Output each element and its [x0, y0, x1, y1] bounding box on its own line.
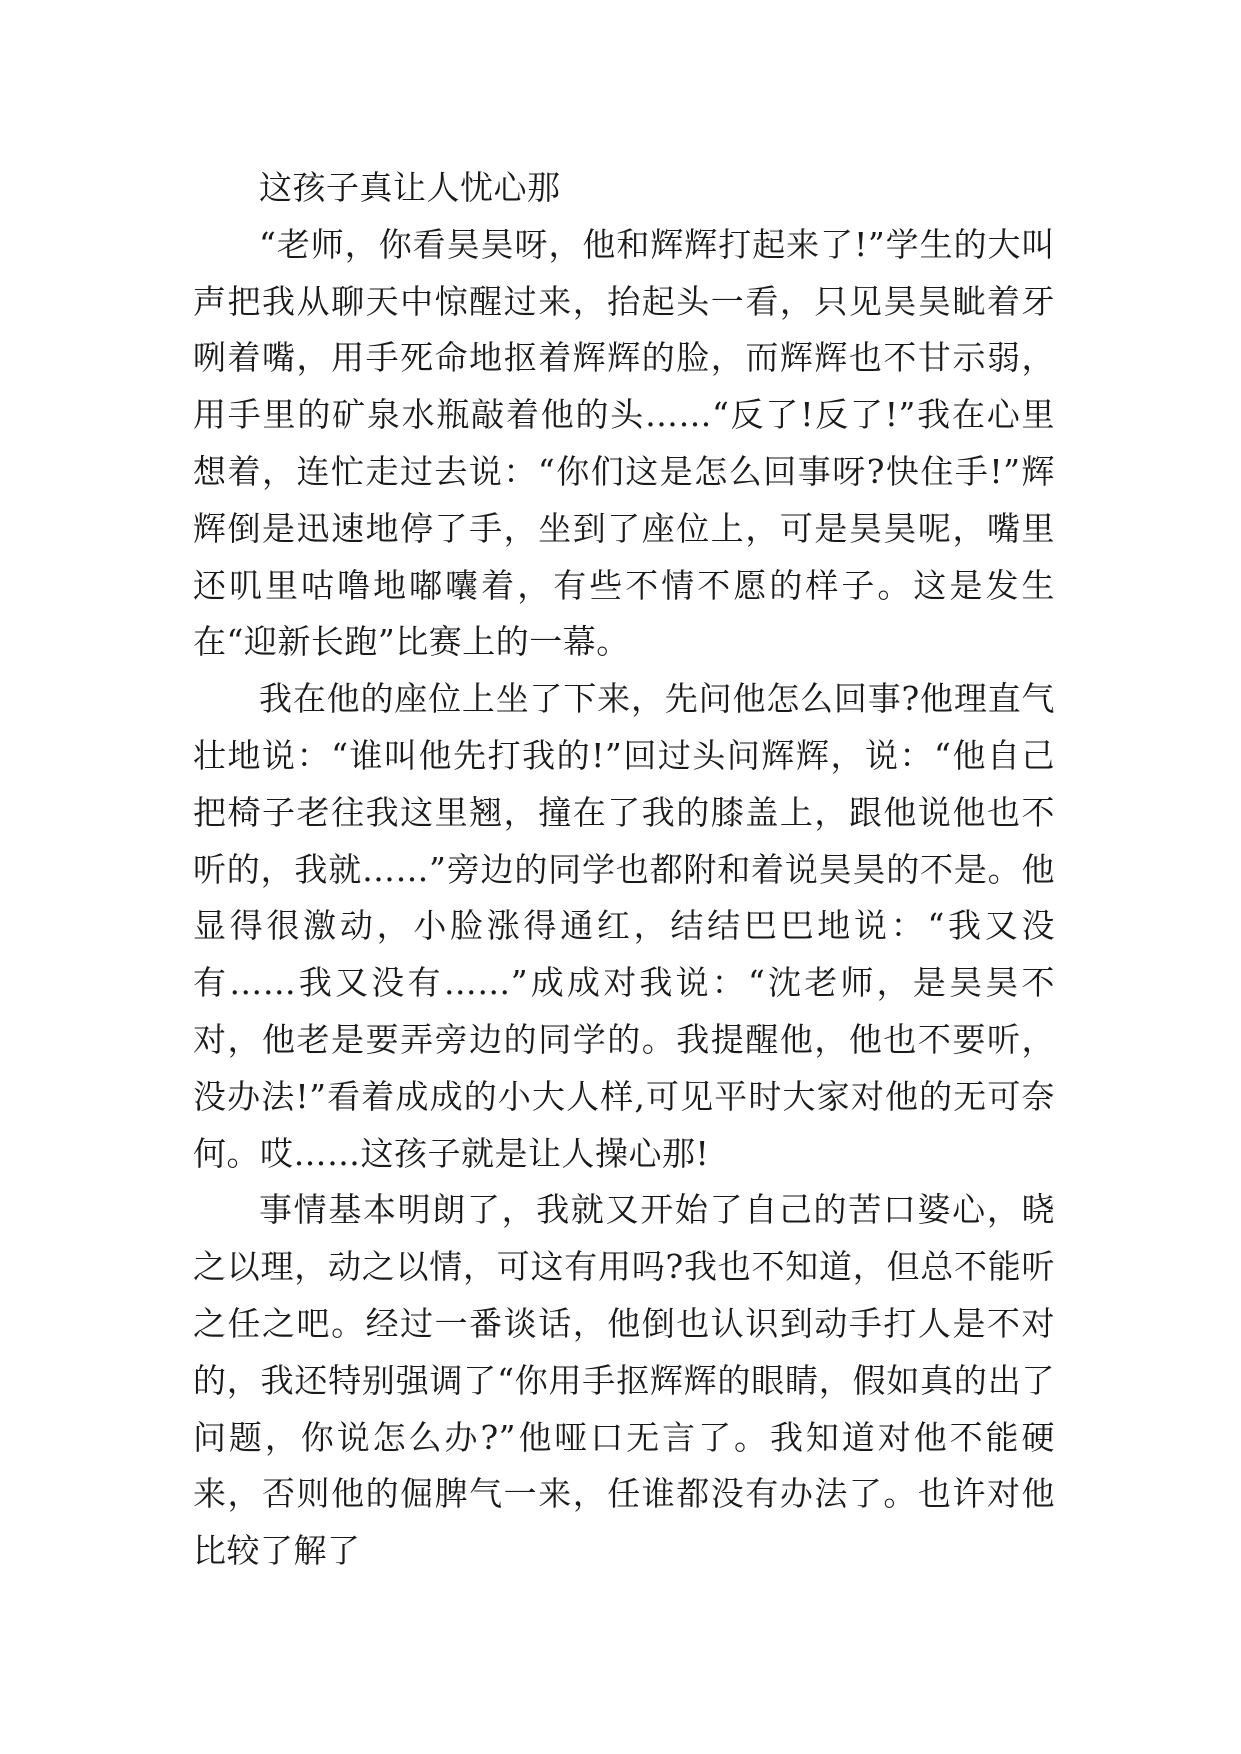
document-body	[193, 160, 1055, 1580]
paragraph-3: 事情基本明朗了，我就又开始了自己的苦口婆心，晓之以理，动之以情，可这有用吗?我也不知道，但总不能听之任之吧。经过一番谈话，他倒也认识到动手打人是不对的，我还特别强调了“你用手抠辉辉的眼睛，假如真的出了问题，你说怎么办?”他哑口无言了。我知道对他不能硬来，否则他的倔脾气一来，任谁都没有办法了。也许对他比较了解了	[193, 1190, 1055, 1571]
paragraph-2: 我在他的座位上坐了下来，先问他怎么回事?他理直气壮地说：“谁叫他先打我的!”回过头问辉辉，说：“他自己把椅子老往我这里翘，撞在了我的膝盖上，跟他说他也不听的，我就……”旁边的同学也都附和着说昊昊的不是。他显得很激动，小脸涨得通红，结结巴巴地说：“我又没有……我又没有……”成成对我说：“沈老师，是昊昊不对，他老是要弄旁边的同学的。我提醒他，他也不要听，没办法!”看着成成的小大人样,可见平时大家对他的无可奈何。哎……这孩子就是让人操心那!	[193, 679, 1055, 1173]
paragraph-1: “老师，你看昊昊呀，他和辉辉打起来了!”学生的大叫声把我从聊天中惊醒过来，抬起头一看，只见昊昊眦着牙咧着嘴，用手死命地抠着辉辉的脸，而辉辉也不甘示弱，用手里的矿泉水瓶敲着他的头……“反了!反了!”我在心里想着，连忙走过去说：“你们这是怎么回事呀?快住手!”辉辉倒是迅速地停了手，坐到了座位上，可是昊昊呢，嘴里还叽里咕噜地嘟囔着，有些不情不愿的样子。这是发生在“迎新长跑”比赛上的一幕。	[193, 224, 1055, 662]
document-title: 这孩子真让人忧心那	[259, 168, 561, 207]
